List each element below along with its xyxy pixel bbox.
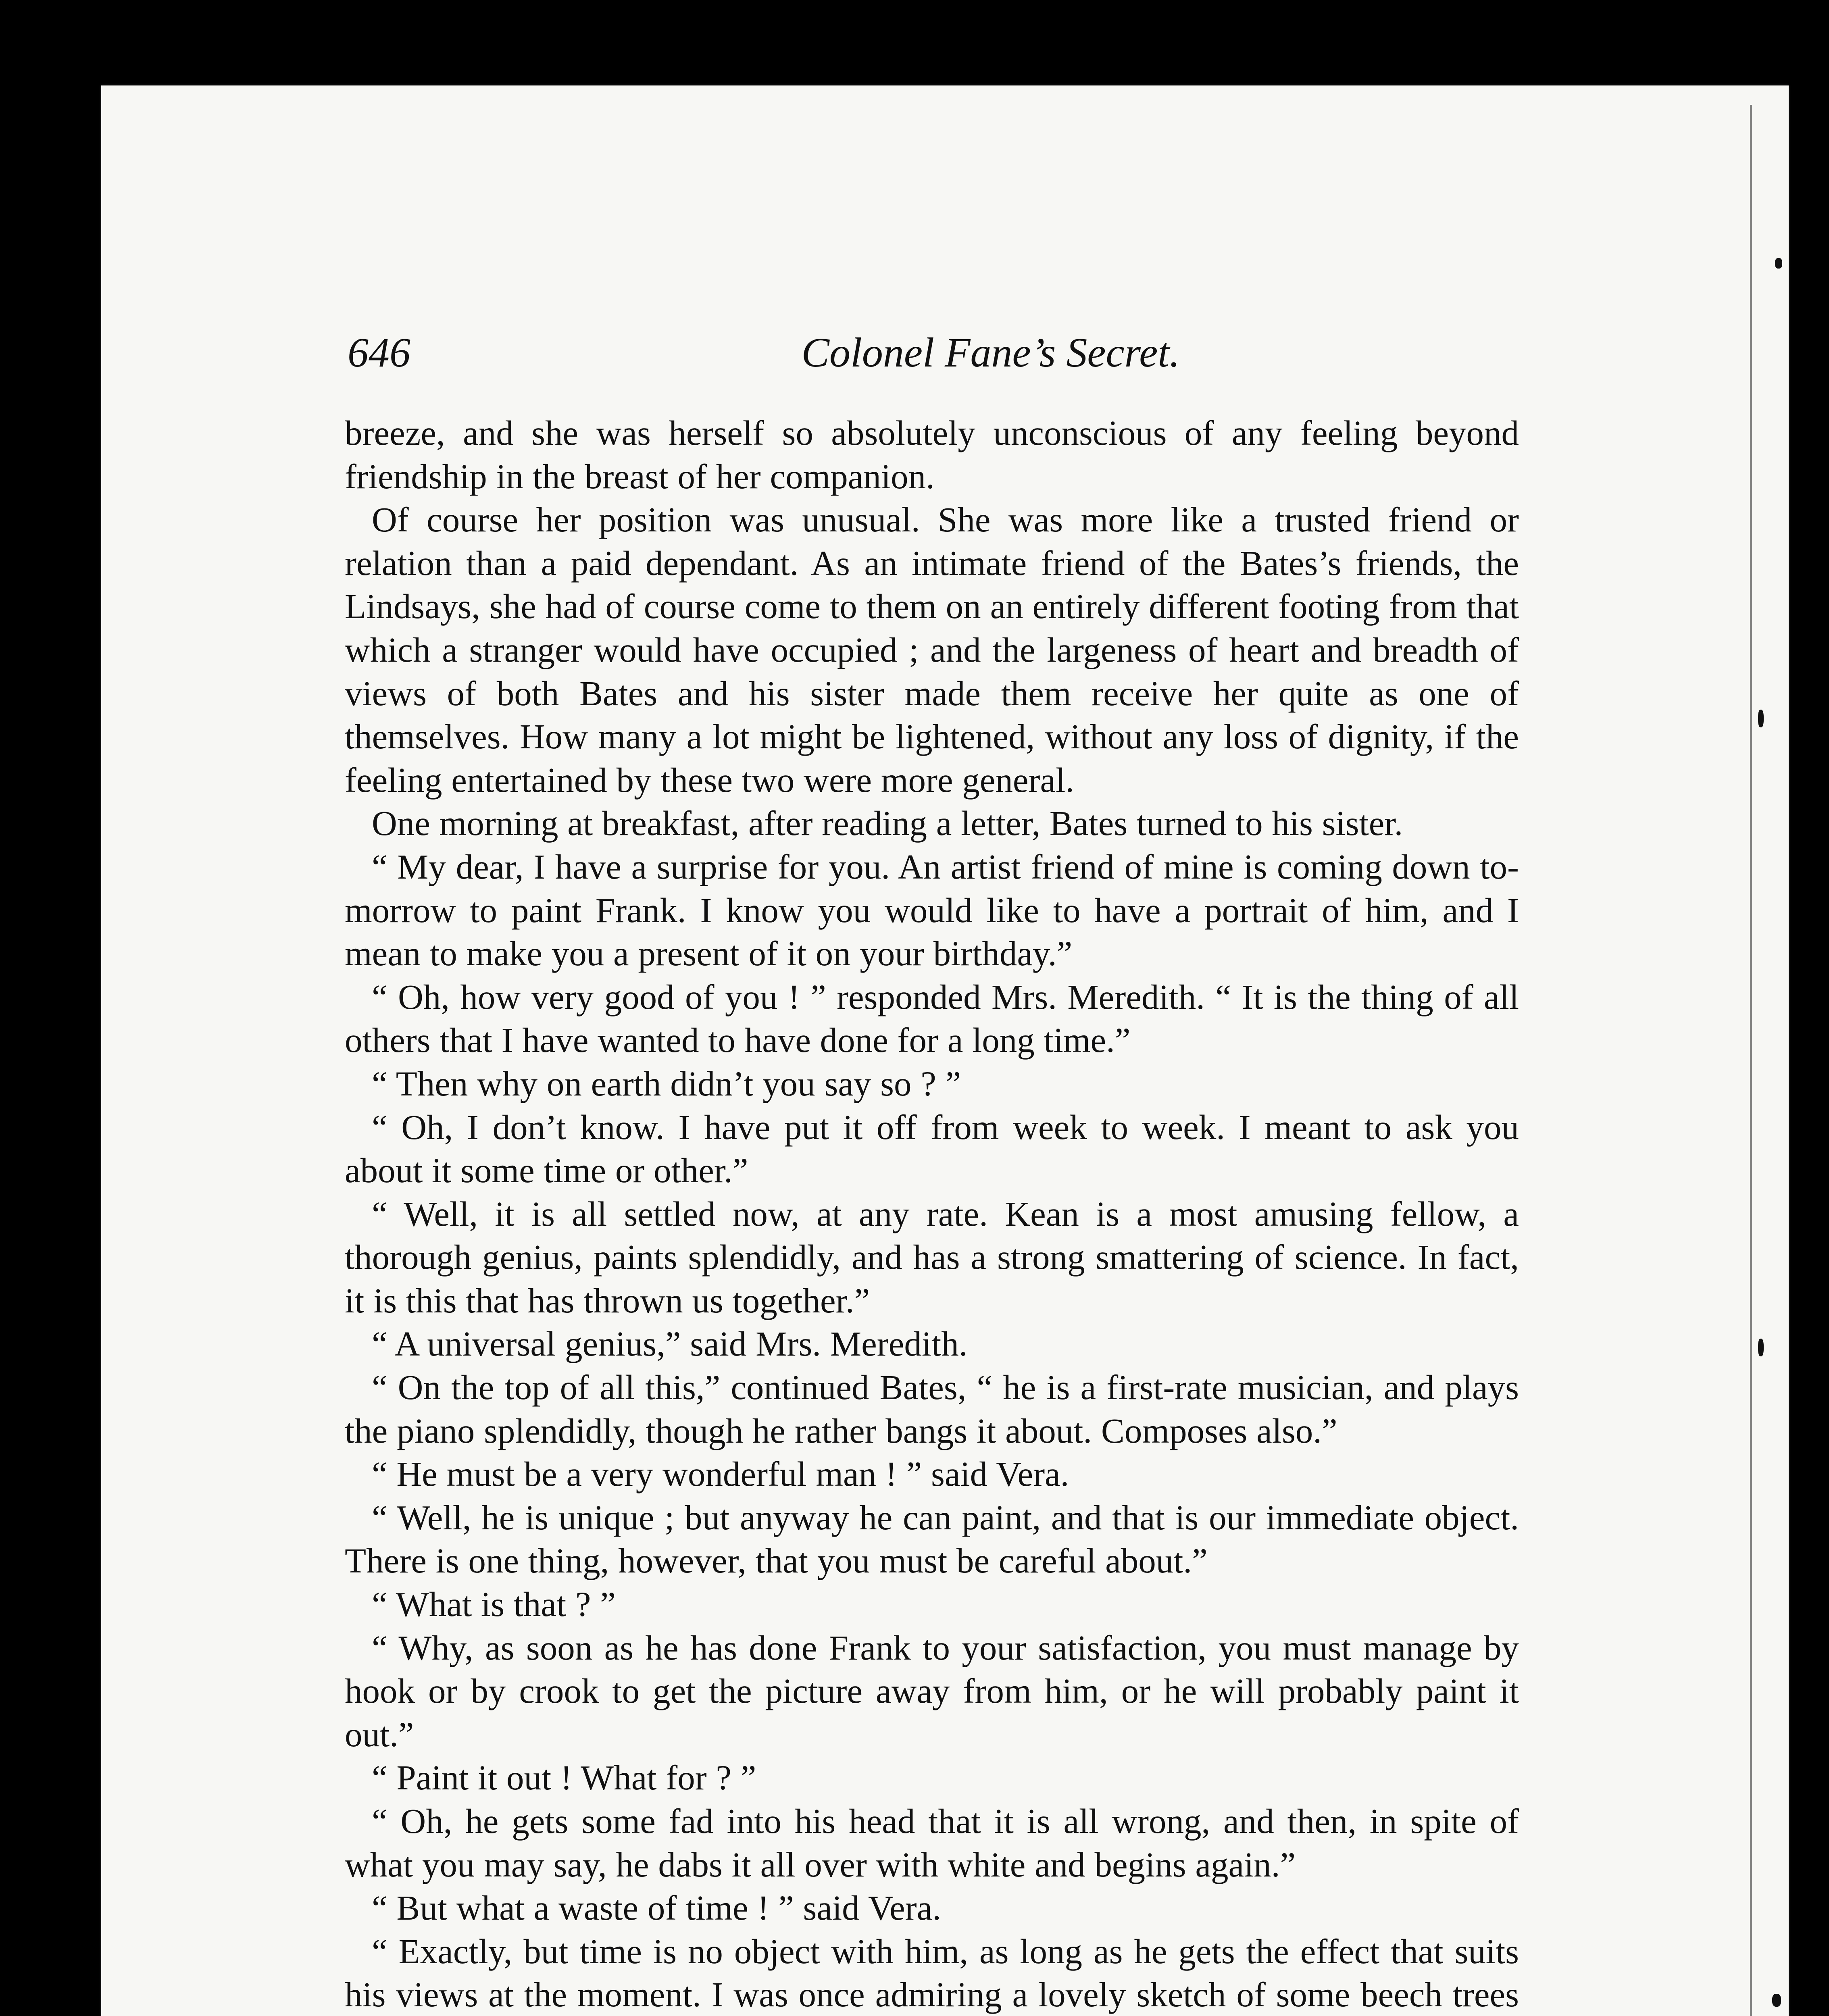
binding-speck-2: [1758, 710, 1764, 727]
paragraph: breeze, and she was herself so absolutely unconscious of any feeling beyond friendship in the breast of her companion.: [345, 413, 1519, 496]
paragraph: “ On the top of all this,” continued Bates, “ he is a first-rate musician, and plays the piano splendidly, though he rather bangs it about. Composes also.”: [345, 1368, 1519, 1450]
page-number: 646: [348, 329, 410, 376]
page-header: [348, 329, 1533, 389]
body-text: [345, 411, 1519, 2016]
paragraph: “ Oh, I don’t know. I have put it off from week to week. I meant to ask you about it some time or other.”: [345, 1107, 1519, 1190]
binding-speck-1: [1775, 258, 1782, 269]
running-title: Colonel Fane’s Secret.: [801, 329, 1180, 376]
paragraph: Of course her position was unusual. She was more like a trusted friend or relation than a paid dependant. As an intimate friend of the Bates’s friends, the Lindsays, she had of course come to them on an entirely different footing from that which a stranger would have occupied ; and the largeness of heart and breadth of views of both Bates and his sister made them receive her quite as one of themselves. How many a lot might be lightened, without any loss of dignity, if the feeling entertained by these two were more general.: [345, 500, 1519, 800]
paragraph: “ Well, it is all settled now, at any rate. Kean is a most amusing fellow, a thorough genius, paints splendidly, and has a strong smattering of science. In fact, it is this that has thrown us together.”: [345, 1194, 1519, 1320]
paragraph: “ My dear, I have a surprise for you. An artist friend of mine is coming down to-morrow to paint Frank. I know you would like to have a portrait of him, and I mean to make you a present of it on your birthday.”: [345, 847, 1519, 973]
paragraph: “ But what a waste of time ! ” said Vera.: [371, 1888, 941, 1928]
paragraph: “ Paint it out ! What for ? ”: [371, 1758, 756, 1797]
paragraph: “ Then why on earth didn’t you say so ? ”: [371, 1064, 961, 1103]
page-edge-shadow: [1750, 105, 1761, 2016]
binding-speck-4: [1772, 1994, 1781, 2007]
paragraph: “ Why, as soon as he has done Frank to your satisfaction, you must manage by hook or by crook to get the picture away from him, or he will probably paint it out.”: [345, 1628, 1519, 1754]
paragraph: One morning at breakfast, after reading a letter, Bates turned to his sister.: [371, 804, 1403, 843]
paragraph: “ A universal genius,” said Mrs. Meredith.: [371, 1324, 968, 1364]
paragraph: “ Well, he is unique ; but anyway he can paint, and that is our immediate object. There is one thing, however, that you must be careful about.”: [345, 1497, 1519, 1581]
paragraph: “ Oh, he gets some fad into his head that it is all wrong, and then, in spite of what you may say, he dabs it all over with white and begins again.”: [345, 1801, 1519, 1884]
binding-speck-3: [1758, 1339, 1764, 1356]
paragraph: “ Exactly, but time is no object with him, as long as he gets the effect that suits his views at the moment. I was once admiring a lovely sketch of some beech trees: [345, 1931, 1519, 2014]
paragraph: “ He must be a very wonderful man ! ” said Vera.: [371, 1454, 1069, 1494]
paragraph: “ What is that ? ”: [371, 1585, 616, 1624]
paragraph: “ Oh, how very good of you ! ” responded Mrs. Meredith. “ It is the thing of all others that I have wanted to have done for a long time.”: [345, 977, 1519, 1060]
